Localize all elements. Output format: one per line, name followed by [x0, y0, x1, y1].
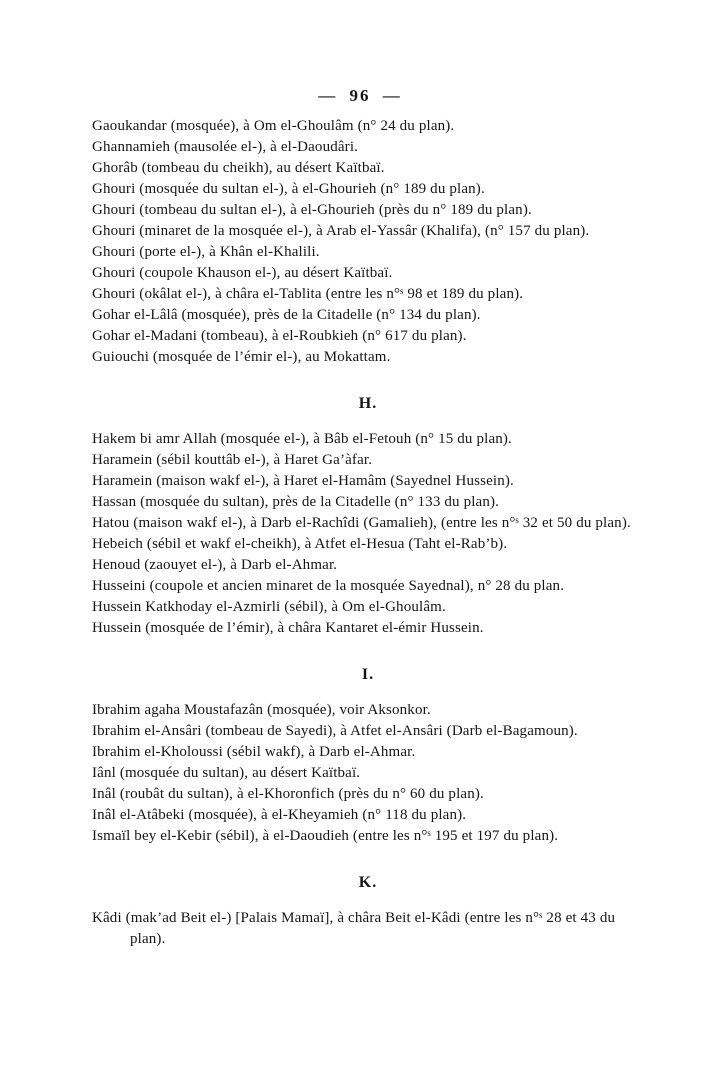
- index-entry: Hassan (mosquée du sultan), près de la Citadelle (n° 133 du plan).: [92, 494, 500, 510]
- index-entry: Hussein Katkhoday el-Azmirli (sébil), à Om el-Ghoulâm.: [92, 599, 446, 615]
- index-section-i: [92, 664, 644, 847]
- page-number: — 96 —: [318, 86, 402, 105]
- section-header-h: H.: [358, 395, 378, 412]
- index-section-k: [92, 872, 644, 950]
- index-entry: Ghouri (coupole Khauson el-), au désert Kaïtbaï.: [92, 265, 393, 281]
- section-header-k: K.: [358, 874, 378, 891]
- index-section-h: [92, 393, 644, 639]
- index-entry: Ghouri (okâlat el-), à châra el-Tablita (entre les n°ˢ 98 et 189 du plan).: [92, 286, 524, 302]
- index-entry: Ghannamieh (mausolée el-), à el-Daoudâri.: [92, 139, 359, 155]
- index-entry: Hussein (mosquée de l’émir), à châra Kantaret el-émir Hussein.: [92, 620, 484, 636]
- index-entry: Husseini (coupole et ancien minaret de la mosquée Sayednal), n° 28 du plan.: [92, 578, 565, 594]
- index-entry: Ghouri (tombeau du sultan el-), à el-Ghourieh (près du n° 189 du plan).: [92, 202, 532, 218]
- index-entry: Gohar el-Madani (tombeau), à el-Roubkieh (n° 617 du plan).: [92, 328, 467, 344]
- index-entry: Ghouri (mosquée du sultan el-), à el-Ghourieh (n° 189 du plan).: [92, 181, 485, 197]
- index-entry: Inâl el-Atâbeki (mosquée), à el-Kheyamieh (n° 118 du plan).: [92, 807, 467, 823]
- index-entry: Haramein (maison wakf el-), à Haret el-Hamâm (Sayednel Hussein).: [92, 473, 514, 489]
- index-entry: Henoud (zaouyet el-), à Darb el-Ahmar.: [92, 557, 338, 573]
- index-entry: Guiouchi (mosquée de l’émir el-), au Mokattam.: [92, 349, 391, 365]
- index-entry: Ibrahim el-Ansâri (tombeau de Sayedi), à Atfet el-Ansâri (Darb el-Bagamoun).: [92, 723, 578, 739]
- index-entry: Ismaïl bey el-Kebir (sébil), à el-Daoudieh (entre les n°ˢ 195 et 197 du plan).: [92, 828, 559, 844]
- index-entry: Ghouri (porte el-), à Khân el-Khalili.: [92, 244, 320, 260]
- index-entry: Kâdi (mak’ad Beit el-) [Palais Mamaï], à châra Beit el-Kâdi (entre les n°ˢ 28 et 43 du plan).: [92, 910, 616, 947]
- index-entry: Hatou (maison wakf el-), à Darb el-Rachîdi (Gamalieh), (entre les n°ˢ 32 et 50 du plan).: [92, 515, 631, 531]
- index-entry: Ibrahim el-Kholoussi (sébil wakf), à Darb el-Ahmar.: [92, 744, 416, 760]
- index-entry: Iânl (mosquée du sultan), au désert Kaïtbaï.: [92, 765, 361, 781]
- section-header-i: I.: [361, 666, 375, 683]
- index-entry: Inâl (roubât du sultan), à el-Khoronfich (près du n° 60 du plan).: [92, 786, 484, 802]
- index-entry: Ghorâb (tombeau du cheikh), au désert Kaïtbaï.: [92, 160, 385, 176]
- index-entry: Ibrahim agaha Moustafazân (mosquée), voir Aksonkor.: [92, 702, 431, 718]
- index-entry: Hebeich (sébil et wakf el-cheikh), à Atfet el-Hesua (Taht el-Rab’b).: [92, 536, 508, 552]
- index-content: [92, 116, 644, 950]
- index-entry: Ghouri (minaret de la mosquée el-), à Arab el-Yassâr (Khalifa), (n° 157 du plan).: [92, 223, 590, 239]
- index-section-g: [92, 116, 644, 368]
- index-entry: Haramein (sébil kouttâb el-), à Haret Ga’àfar.: [92, 452, 373, 468]
- index-entry: Gohar el-Lâlâ (mosquée), près de la Citadelle (n° 134 du plan).: [92, 307, 481, 323]
- index-entry: Gaoukandar (mosquée), à Om el-Ghoulâm (n° 24 du plan).: [92, 118, 455, 134]
- index-entry: Hakem bi amr Allah (mosquée el-), à Bâb el-Fetouh (n° 15 du plan).: [92, 431, 512, 447]
